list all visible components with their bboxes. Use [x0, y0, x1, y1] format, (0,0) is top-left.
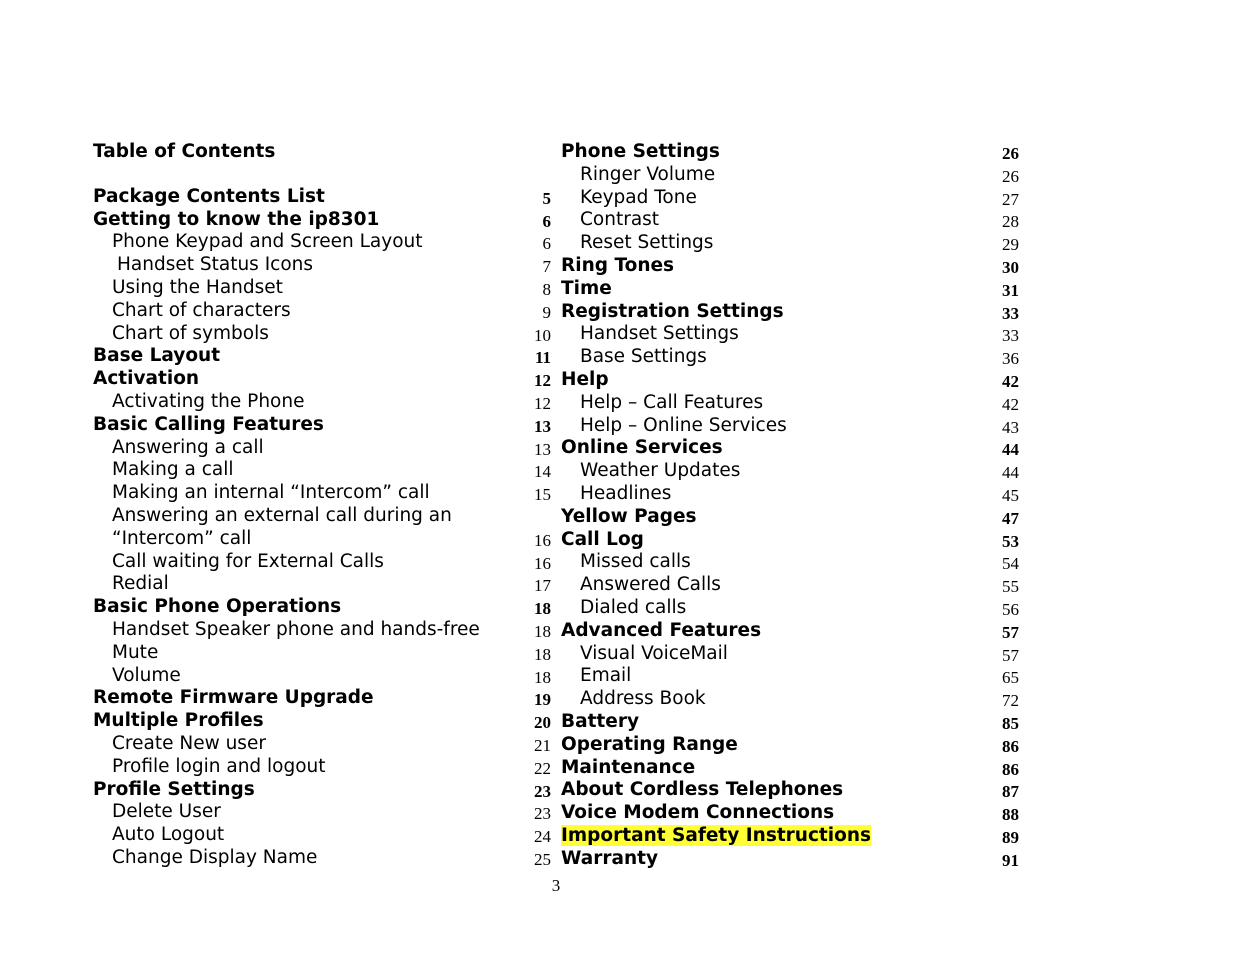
toc-entry-label: Redial: [112, 573, 169, 595]
toc-page-number: 45: [1002, 485, 1019, 505]
toc-entry-label: Volume: [112, 664, 181, 686]
toc-page-number: 18: [534, 599, 551, 619]
toc-entry[interactable]: [93, 847, 553, 870]
toc-entry-label: Answering a call: [112, 436, 264, 458]
toc-page-number: 17: [534, 576, 551, 596]
toc-section[interactable]: [561, 255, 1021, 278]
toc-entry[interactable]: [93, 551, 553, 574]
toc-entry[interactable]: [93, 665, 553, 688]
toc-entry-label: Basic Phone Operations: [93, 596, 342, 618]
toc-entry-label: About Cordless Telephones: [561, 779, 844, 801]
toc-entry-label: Profile Settings: [93, 778, 255, 800]
toc-section[interactable]: [93, 779, 553, 802]
toc-section[interactable]: [93, 710, 553, 733]
toc-entry[interactable]: [561, 187, 1021, 210]
toc-entry-label: Dialed calls: [580, 596, 687, 618]
toc-page-number: 18: [534, 644, 551, 664]
toc-page-number: 21: [534, 735, 551, 755]
toc-section[interactable]: [561, 779, 1021, 802]
toc-entry-label: Visual VoiceMail: [580, 642, 728, 664]
toc-page-number: 5: [542, 188, 551, 208]
toc-page-number: 23: [534, 781, 551, 801]
toc-entry-label: Battery: [561, 710, 640, 732]
toc-entry[interactable]: [93, 619, 553, 642]
toc-page-number: 20: [534, 713, 551, 733]
toc-entry-label: Phone Settings: [561, 141, 720, 162]
toc-entry[interactable]: [93, 528, 553, 551]
toc-entry[interactable]: [93, 437, 553, 460]
toc-section[interactable]: [561, 301, 1021, 324]
toc-section[interactable]: [561, 529, 1021, 552]
toc-entry-label: Email: [580, 665, 632, 687]
toc-page-number: 55: [1002, 577, 1019, 597]
toc-entry-label: Chart of symbols: [112, 322, 269, 344]
toc-entry[interactable]: [93, 277, 553, 300]
toc-entry[interactable]: [93, 573, 553, 596]
toc-entry-label: Remote Firmware Upgrade: [93, 687, 374, 709]
toc-entry[interactable]: [561, 209, 1021, 232]
toc-entry[interactable]: [93, 482, 553, 505]
toc-entry-label: Advanced Features: [561, 619, 762, 641]
toc-page-number: 57: [1002, 622, 1019, 642]
toc-entry-label: Important Safety Instructions: [561, 824, 872, 846]
toc-section[interactable]: [93, 687, 553, 710]
toc-entry-label: Registration Settings: [561, 300, 784, 322]
toc-entry[interactable]: [561, 688, 1021, 711]
toc-entry[interactable]: [561, 551, 1021, 574]
toc-entry-label: Operating Range: [561, 733, 738, 755]
toc-section[interactable]: [561, 734, 1021, 757]
toc-entry[interactable]: [561, 392, 1021, 415]
toc-entry-label: Voice Modem Connections: [561, 802, 835, 824]
toc-entry-label: Create New user: [112, 732, 266, 754]
page-number: 3: [551, 876, 561, 895]
toc-page-number: 28: [1002, 212, 1019, 232]
toc-section[interactable]: [561, 802, 1021, 825]
toc-section[interactable]: [561, 711, 1021, 734]
toc-page-number: 26: [1002, 144, 1019, 163]
toc-section[interactable]: [561, 369, 1021, 392]
toc-entry-label: Weather Updates: [580, 460, 741, 482]
toc-page-number: 7: [542, 257, 551, 277]
toc-page-number: 54: [1002, 554, 1019, 574]
toc-page-number: 22: [534, 758, 551, 778]
toc-page-number: 16: [534, 530, 551, 550]
toc-entry-label: Mute: [112, 641, 159, 663]
toc-page-number: 12: [534, 371, 551, 391]
toc-entry-label: Headlines: [580, 482, 672, 504]
toc-section[interactable]: [561, 141, 1021, 164]
toc-entry-label: Help – Call Features: [580, 391, 764, 413]
toc-page-number: 23: [534, 804, 551, 824]
toc-entry[interactable]: [561, 483, 1021, 506]
toc-entry-label: Phone Keypad and Screen Layout: [112, 231, 423, 253]
toc-entry[interactable]: [561, 164, 1021, 187]
toc-page-number: 19: [534, 690, 551, 710]
toc-entry-label: Handset Status Icons: [117, 254, 314, 276]
toc-page-number: 9: [542, 302, 551, 322]
toc-page-number: 13: [534, 439, 551, 459]
toc-page-number: 33: [1002, 303, 1019, 323]
toc-entry[interactable]: [561, 346, 1021, 369]
toc-entry[interactable]: [93, 756, 553, 779]
toc-page-number: 43: [1002, 417, 1019, 437]
toc-page-number: 30: [1002, 257, 1019, 277]
toc-page-number: 24: [534, 827, 551, 847]
toc-page-number: 56: [1002, 599, 1019, 619]
toc-section[interactable]: [561, 757, 1021, 780]
toc-entry-label: Handset Settings: [580, 323, 739, 345]
toc-page-number: 13: [534, 416, 551, 436]
toc-section[interactable]: [561, 848, 1021, 871]
toc-page-number: 31: [1002, 280, 1019, 300]
toc-entry-label: Base Layout: [93, 345, 221, 367]
toc-page-number: 26: [1002, 166, 1019, 186]
toc-entry-label: Handset Speaker phone and hands-free: [112, 618, 480, 640]
toc-entry-label: Warranty: [561, 847, 659, 869]
toc-entry-label: Answered Calls: [580, 574, 721, 596]
toc-entry-label: Call waiting for External Calls: [112, 550, 384, 572]
toc-page-number: 6: [542, 211, 551, 231]
toc-page-number: 72: [1002, 691, 1019, 711]
toc-entry[interactable]: [93, 231, 553, 254]
toc-entry[interactable]: [93, 801, 553, 824]
toc-entry[interactable]: [561, 323, 1021, 346]
toc-entry-label: Contrast: [580, 209, 660, 231]
toc-entry[interactable]: [561, 574, 1021, 597]
toc-page-number: 36: [1002, 349, 1019, 369]
spacer: [93, 164, 553, 186]
toc-entry-label: Multiple Profiles: [93, 710, 264, 732]
toc-section[interactable]: [93, 345, 553, 368]
toc-entry-label: Delete User: [112, 801, 221, 823]
toc-entry[interactable]: [93, 505, 553, 528]
toc-entry-label: Change Display Name: [112, 846, 318, 868]
toc-entry-label: Using the Handset: [112, 276, 283, 298]
toc-entry[interactable]: [561, 643, 1021, 666]
toc-entry-label: Activation: [93, 368, 200, 390]
toc-entry-label: Activating the Phone: [112, 390, 305, 412]
toc-page-number: 6: [542, 234, 551, 254]
toc-page-number: 57: [1002, 645, 1019, 665]
toc-page-number: 12: [534, 393, 551, 413]
toc-page-number: 42: [1002, 394, 1019, 414]
toc-page-number: 86: [1002, 736, 1019, 756]
toc-entry[interactable]: [93, 459, 553, 482]
toc-page-number: 27: [1002, 189, 1019, 209]
toc-section[interactable]: [93, 209, 553, 232]
toc-entry[interactable]: [561, 415, 1021, 438]
toc-entry[interactable]: [561, 232, 1021, 255]
toc-section[interactable]: [561, 437, 1021, 460]
toc-page-number: 16: [534, 553, 551, 573]
toc-page-number: 47: [1002, 508, 1019, 528]
toc-page-number: 53: [1002, 531, 1019, 551]
toc-entry-label: Making an internal “Intercom” call: [112, 482, 430, 504]
toc-entry-label: Ring Tones: [561, 254, 675, 276]
toc-entry-label: Missed calls: [580, 551, 691, 573]
toc-page-number: 44: [1002, 440, 1019, 460]
toc-section[interactable]: [561, 506, 1021, 529]
toc-entry-label: Maintenance: [561, 756, 696, 778]
toc-page-number: 86: [1002, 759, 1019, 779]
toc-entry-label: Call Log: [561, 528, 644, 550]
toc-entry[interactable]: [93, 254, 553, 277]
toc-page-number: 87: [1002, 782, 1019, 802]
toc-section[interactable]: [93, 368, 553, 391]
toc-page-number: 29: [1002, 235, 1019, 255]
toc-title: Table of Contents: [93, 141, 276, 162]
toc-entry[interactable]: [93, 391, 553, 414]
toc-page-number: 14: [534, 462, 551, 482]
toc-entry-label: Address Book: [580, 688, 706, 710]
toc-entry-label: Answering an external call during an: [112, 504, 452, 526]
toc-page-number: 10: [534, 325, 551, 345]
toc-page-number: 18: [534, 621, 551, 641]
toc-entry-label: “Intercom” call: [112, 527, 252, 549]
toc-page-number: 88: [1002, 805, 1019, 825]
toc-entry-label: Base Settings: [580, 346, 707, 368]
toc-entry[interactable]: [93, 300, 553, 323]
toc-page-number: 42: [1002, 371, 1019, 391]
toc-entry-label: Yellow Pages: [561, 505, 697, 527]
toc-entry-label: Help: [561, 368, 609, 390]
toc-page-number: 11: [534, 348, 551, 368]
toc-entry[interactable]: [561, 665, 1021, 688]
toc-page-number: 85: [1002, 713, 1019, 733]
toc-section[interactable]: [561, 825, 1021, 848]
toc-entry-label: Help – Online Services: [580, 414, 787, 436]
toc-entry-label: Package Contents List: [93, 185, 325, 207]
toc-page-number: 33: [1002, 326, 1019, 346]
toc-entry-label: Ringer Volume: [580, 163, 716, 185]
toc-page-number: 65: [1002, 668, 1019, 688]
toc-entry[interactable]: [93, 824, 553, 847]
toc-entry-label: Time: [561, 277, 612, 299]
toc-page-number: 89: [1002, 827, 1019, 847]
toc-section[interactable]: [93, 186, 553, 209]
toc-page-number: 25: [534, 849, 551, 869]
toc-entry[interactable]: [561, 597, 1021, 620]
toc-entry-label: Getting to know the ip8301: [93, 208, 380, 230]
toc-entry-label: Basic Calling Features: [93, 413, 324, 435]
toc-entry[interactable]: [93, 733, 553, 756]
toc-entry[interactable]: [93, 323, 553, 346]
toc-page-number: 44: [1002, 463, 1019, 483]
toc-entry-label: Keypad Tone: [580, 186, 697, 208]
toc-page-number: 8: [542, 279, 551, 299]
toc-section[interactable]: [561, 620, 1021, 643]
toc-right-column: [561, 141, 1021, 871]
toc-entry[interactable]: [93, 642, 553, 665]
toc-page-number: 18: [534, 667, 551, 687]
toc-entry-label: Reset Settings: [580, 232, 714, 254]
toc-entry-label: Auto Logout: [112, 824, 225, 846]
toc-entry-label: Chart of characters: [112, 299, 291, 321]
toc-section[interactable]: [561, 278, 1021, 301]
toc-section[interactable]: [93, 596, 553, 619]
toc-page-number: 91: [1002, 850, 1019, 870]
toc-entry-label: Online Services: [561, 437, 723, 459]
toc-page-number: 15: [534, 485, 551, 505]
toc-entry-label: Making a call: [112, 459, 234, 481]
toc-entry-label: Profile login and logout: [112, 755, 326, 777]
toc-section[interactable]: [93, 414, 553, 437]
toc-entry[interactable]: [561, 460, 1021, 483]
toc-left-column: [93, 141, 553, 870]
